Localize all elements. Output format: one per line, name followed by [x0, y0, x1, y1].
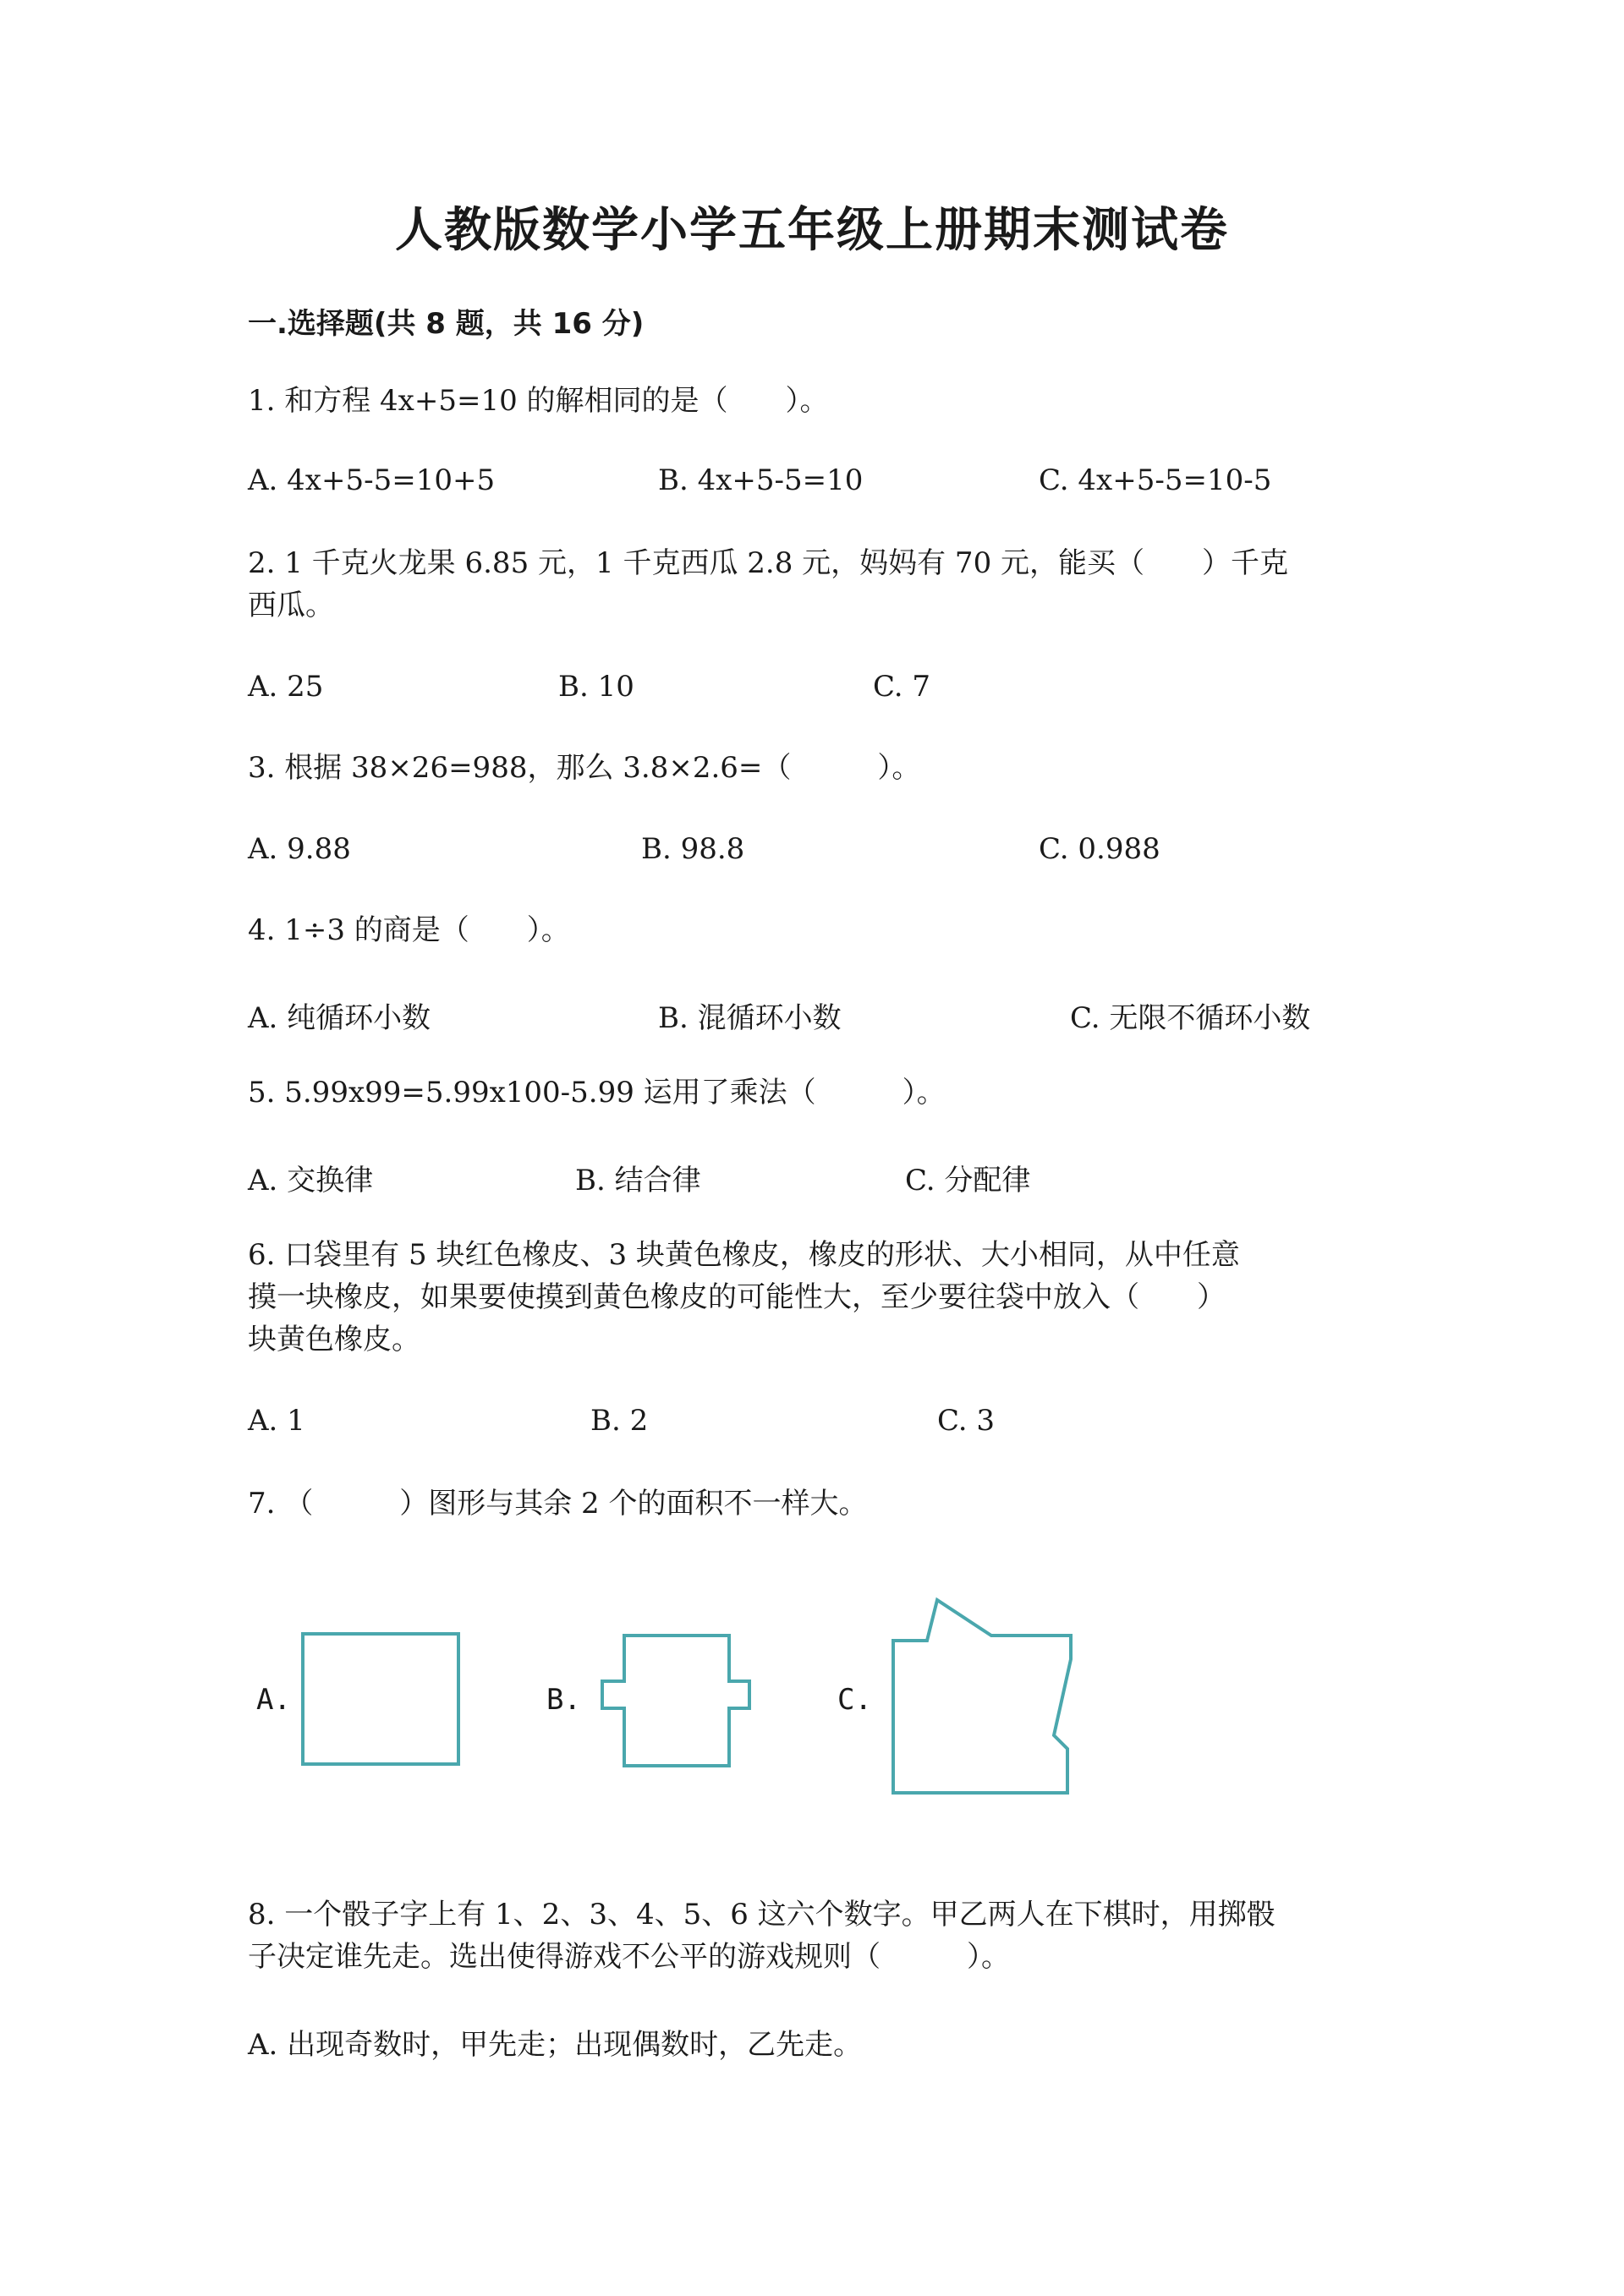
- question-5-option-c: C. 分配律: [905, 1164, 1031, 1197]
- question-2-option-c: C. 7: [873, 670, 931, 704]
- question-8-stem-line-2: 子决定谁先走。选出使得游戏不公平的游戏规则（ ）。: [248, 1940, 1010, 1974]
- figure-c-irregular-shape: [890, 1597, 1076, 1800]
- question-5-stem: 5. 5.99x99=5.99x100-5.99 运用了乘法（ ）。: [248, 1076, 946, 1110]
- question-3-option-c: C. 0.988: [1039, 832, 1160, 866]
- question-2-option-a: A. 25: [248, 670, 324, 704]
- question-3-stem: 3. 根据 38×26=988，那么 3.8×2.6=（ ）。: [248, 751, 921, 785]
- figure-c-label: C.: [837, 1683, 872, 1717]
- question-4-stem: 4. 1÷3 的商是（ ）。: [248, 913, 570, 947]
- question-6-stem-line-3: 块黄色橡皮。: [248, 1323, 420, 1356]
- question-8-stem-line-1: 8. 一个骰子字上有 1、2、3、4、5、6 这六个数字。甲乙两人在下棋时，用掷骰: [248, 1898, 1276, 1932]
- question-2-option-b: B. 10: [558, 670, 634, 704]
- question-6-stem-line-1: 6. 口袋里有 5 块红色橡皮、3 块黄色橡皮，橡皮的形状、大小相同，从中任意: [248, 1238, 1240, 1272]
- question-2-stem-line-1: 2. 1 千克火龙果 6.85 元，1 千克西瓜 2.8 元，妈妈有 70 元，能买（ ）千克: [248, 546, 1289, 580]
- question-5-option-b: B. 结合律: [575, 1164, 701, 1197]
- figure-a-rectangle: [301, 1632, 462, 1767]
- question-6-stem-line-2: 摸一块橡皮，如果要使摸到黄色橡皮的可能性大，至少要往袋中放入（ ）: [248, 1280, 1226, 1314]
- question-8-option-a: A. 出现奇数时，甲先走；出现偶数时，乙先走。: [248, 2028, 863, 2062]
- question-4-option-b: B. 混循环小数: [658, 1001, 842, 1035]
- question-5-option-a: A. 交换律: [248, 1164, 374, 1197]
- question-1-option-b: B. 4x+5-5=10: [658, 463, 864, 497]
- figure-b-label: B.: [546, 1683, 581, 1717]
- question-4-option-c: C. 无限不循环小数: [1070, 1001, 1311, 1035]
- question-1-option-a: A. 4x+5-5=10+5: [248, 463, 496, 497]
- question-2-stem-line-2: 西瓜。: [248, 589, 334, 622]
- figure-b-notched-shape: [599, 1634, 753, 1769]
- question-6-option-b: B. 2: [590, 1404, 649, 1438]
- section-heading: 一.选择题(共 8 题，共 16 分): [248, 307, 645, 341]
- question-1-stem: 1. 和方程 4x+5=10 的解相同的是（ ）。: [248, 384, 829, 418]
- question-3-option-b: B. 98.8: [641, 832, 745, 866]
- question-7-stem: 7. （ ）图形与其余 2 个的面积不一样大。: [248, 1487, 868, 1521]
- question-6-option-a: A. 1: [248, 1404, 305, 1438]
- question-4-option-a: A. 纯循环小数: [248, 1001, 431, 1035]
- question-3-option-a: A. 9.88: [248, 832, 351, 866]
- page-title: 人教版数学小学五年级上册期末测试卷: [395, 203, 1229, 258]
- question-1-option-c: C. 4x+5-5=10-5: [1039, 463, 1272, 497]
- figure-a-label: A.: [256, 1683, 291, 1717]
- question-6-option-c: C. 3: [937, 1404, 996, 1438]
